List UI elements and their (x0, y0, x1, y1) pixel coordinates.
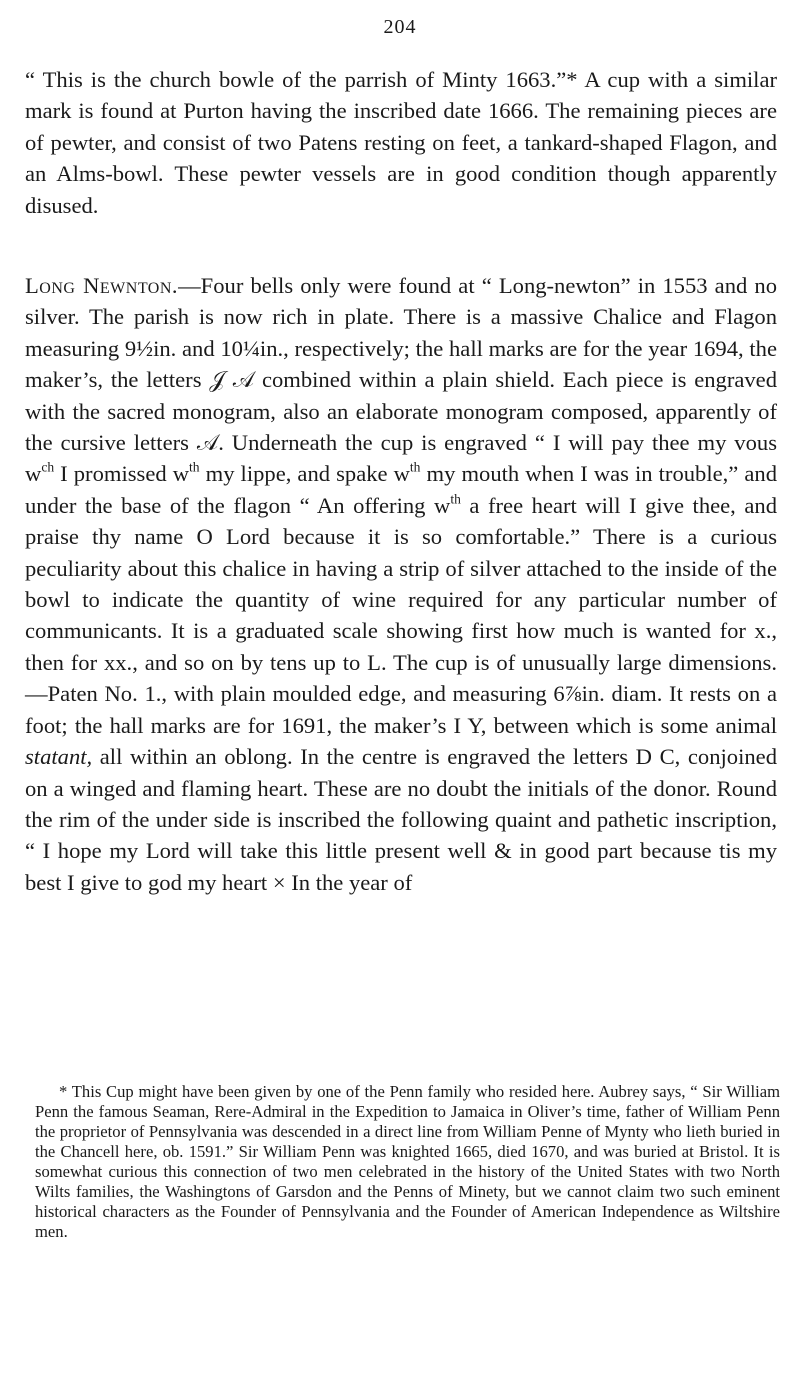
paragraph-text: a free heart will I give thee, and praise thy name O Lord because it is so comfortable.” There is a curious peculiarity about this chalice in having a strip of silver attached to the inside of the bowl to indicate the quantity of wine required for any particular number of communicants. It is a graduated scale showing first how much is wanted for x., then for xx., and so on by tens up to L. The cup is of unusually large dimensions.—Paten No. 1., with plain moulded edge, and measuring 6⅞in. diam. It rests on a foot; the hall marks are for 1691, the maker’s I Y, between which is some animal (25, 492, 777, 738)
paragraph-long-newnton (25, 270, 777, 898)
superscript: th (409, 459, 421, 475)
superscript: ch (41, 459, 55, 475)
paragraph-text: my lippe, and spake w (199, 461, 410, 487)
footnote-penn-family: * This Cup might have been given by one of the Penn family who resided here. Aubrey says, “ Sir William Penn the famous Seaman, Rere-Admiral in the Expedition to Jamaica in Oliver’s time, father of William Penn the proprietor of Pennsylvania was descended in a direct line from William Penne of Mynty who lieth buried in the Chancell here, ob. 1591.” Sir William Penn was knighted 1665, died 1670, and was buried at Bristol. It is somewhat curious this connection of two men celebrated in the history of the United States with two North Wilts families, the Washingtons of Garsdon and the Penns of Minety, but we cannot claim two such eminent historical characters as the Founder of Pennsylvania and the Founder of American Independence as Wiltshire men. (35, 1082, 780, 1241)
paragraph-text: —Four bells only were found at “ Long-newton” in 1553 and no silver. The parish is now rich in plate. There is a massive Chalice and Flagon measuring 9½in. and 10¼in., respectively; the hall marks are for the year 1694, the maker’s, the letters 𝒥 𝒜 combined within a plain shield. Each piece is engraved with the sacred monogram, also an elaborate monogram composed, apparently of the cursive letters 𝒜. Underneath the cup is engraved “ I will pay thee my vous w (25, 273, 777, 487)
superscript: th (450, 491, 461, 507)
italic-term: statant, (25, 744, 93, 770)
page-number: 204 (383, 16, 417, 38)
section-heading-long-newnton: Long Newnton. (25, 273, 179, 298)
paragraph-text: all within an oblong. In the centre is engraved the letters D C, conjoined on a winged and flaming heart. These are no doubt the initials of the donor. Round the rim of the under side is inscribed the following quaint and pathetic inscription, “ I hope my Lord will take this little present well & in good part because tis my best I give to god my heart × In the year of (25, 744, 777, 895)
paragraph-text: I promissed w (54, 461, 190, 487)
superscript: th (189, 459, 200, 475)
paragraph-minety-church-bowl: “ This is the church bowle of the parrish of Minty 1663.”* A cup with a similar mark is found at Purton having the inscribed date 1666. The remaining pieces are of pewter, and consist of two Patens resting on feet, a tankard-shaped Flagon, and an Alms-bowl. These pewter vessels are in good condition though apparently disused. (25, 67, 777, 218)
paragraph-text: my mouth when I was in trouble,” and under the base of the flagon “ An offering w (25, 461, 777, 518)
